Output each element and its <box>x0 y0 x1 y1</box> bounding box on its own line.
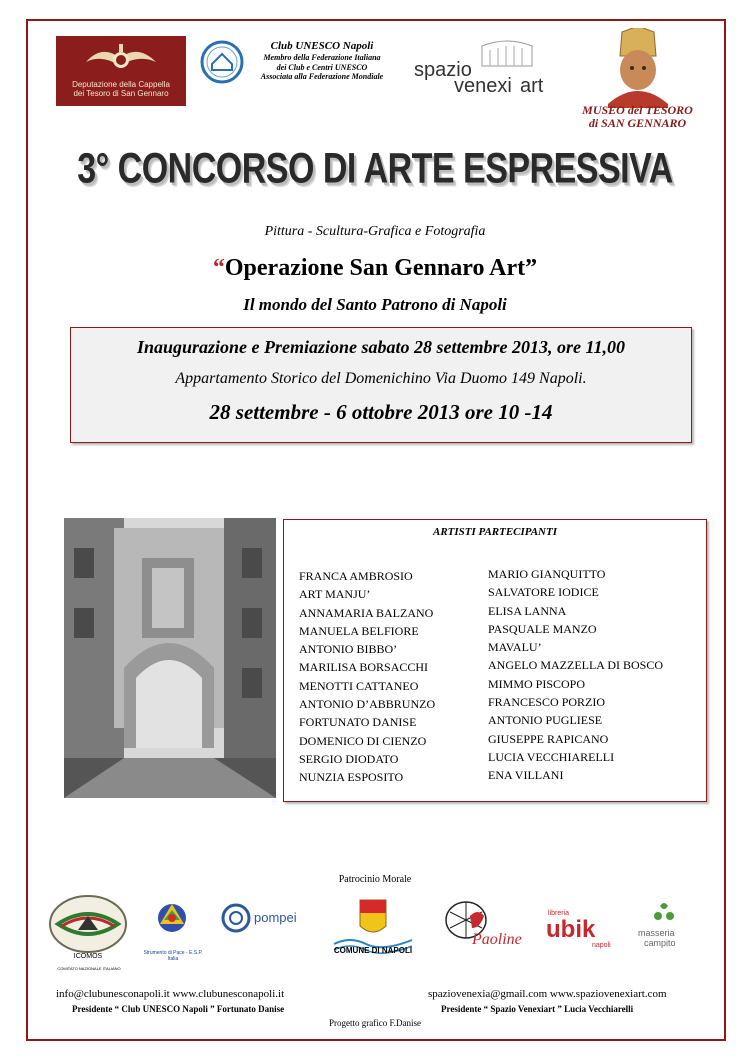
unesco-line2: dei Club e Centri UNESCO <box>276 62 368 72</box>
artists-left-column <box>299 567 435 787</box>
strumento-caption: Strumento di Pace - E.S.P. Italia <box>143 950 203 962</box>
deputazione-line1: Deputazione della Cappella <box>72 80 170 89</box>
right-president: Presidente “ Spazio Venexiart ” Lucia Vecchiarelli <box>441 1004 634 1014</box>
artist-name: FORTUNATO DANISE <box>299 715 417 730</box>
artist-name: SALVATORE IODICE <box>488 585 599 600</box>
artist-name: ART MANJU’ <box>299 587 371 602</box>
artist-name: ANTONIO D’ABBRUNZO <box>299 697 436 712</box>
unesco-text <box>252 40 392 82</box>
operation-title <box>0 255 750 282</box>
patrocinio-label: Patrocinio Morale <box>338 874 412 885</box>
ubik-top-text: libreria <box>548 910 570 917</box>
pompei-text: pompei <box>254 910 297 925</box>
venexi-word1: spazio <box>414 59 472 81</box>
right-contact: spaziovenexia@gmail.com www.spaziovenexiart.com <box>428 988 667 1000</box>
pompei-logo-icon <box>220 900 310 936</box>
icomos-logo-icon <box>48 894 128 954</box>
artist-name: ANGELO MAZZELLA DI BOSCO <box>488 658 663 673</box>
spazio-venexiart-logo <box>412 40 557 100</box>
street-arch-photo <box>64 518 276 798</box>
left-president: Presidente “ Club UNESCO Napoli ” Fortunato Danise <box>72 1004 285 1014</box>
ubik-city-text: napoli <box>592 942 611 949</box>
artist-name: ANNAMARIA BALZANO <box>299 605 434 620</box>
masseria-campito-logo-icon <box>634 902 694 952</box>
artist-name: ELISA LANNA <box>488 603 567 618</box>
unesco-title: Club UNESCO Napoli <box>270 40 374 52</box>
artist-name: ANTONIO BIBBO’ <box>299 642 398 657</box>
artist-name: MIMMO PISCOPO <box>488 676 586 691</box>
unesco-line1: Membro della Federazione Italiana <box>263 53 381 62</box>
ubik-napoli-logo-icon <box>544 905 620 949</box>
museo-line1: MUSEO del TESORO <box>582 103 693 117</box>
venexi-word3: art <box>520 75 544 97</box>
artist-name: GIUSEPPE RAPICANO <box>488 731 609 746</box>
museo-text <box>575 104 700 130</box>
comune-caption: COMUNE DI NAPOLI <box>333 946 413 955</box>
cappella-emblem-icon <box>82 42 160 76</box>
inauguration-line1: Inaugurazione e Premiazione sabato 28 settembre 2013, ore 11,00 <box>136 337 626 357</box>
deputazione-line2: dei Tesoro di San Gennaro <box>73 89 169 98</box>
unesco-logo-icon <box>200 40 244 84</box>
museo-line2: di SAN GENNARO <box>588 116 687 130</box>
deputazione-logo <box>56 36 186 106</box>
artist-name: MAVALU’ <box>488 640 542 655</box>
unesco-line3: Associata alla Federazione Mondiale <box>260 72 384 81</box>
masseria-text1: masseria <box>638 928 675 938</box>
close-quote: ” <box>525 255 538 281</box>
artist-name: SERGIO DIODATO <box>299 751 399 766</box>
artist-name: DOMENICO DI CIENZO <box>299 733 427 748</box>
artist-name: NUNZIA ESPOSITO <box>299 770 404 785</box>
ubik-text: ubik <box>546 916 596 943</box>
venexi-word2: venexi <box>454 75 512 97</box>
left-contact: info@clubunesconapoli.it www.clubunesconapoli.it <box>56 988 285 1000</box>
paoline-logo-icon <box>442 898 522 950</box>
icomos-subcaption: COMITATO NAZIONALE ITALIANO <box>57 966 121 971</box>
artist-name: ANTONIO PUGLIESE <box>488 713 603 728</box>
open-quote: “ <box>212 255 225 281</box>
artist-name: MARILISA BORSACCHI <box>299 660 429 675</box>
artist-name: MANUELA BELFIORE <box>299 623 419 638</box>
main-title: 3° CONCORSO DI ARTE ESPRESSIVA <box>77 145 673 193</box>
operation-name: Operazione San Gennaro Art <box>224 255 526 281</box>
strumento-di-pace-logo-icon <box>142 896 202 950</box>
artist-name: ENA VILLANI <box>488 768 564 783</box>
artist-name: MENOTTI CATTANEO <box>299 678 419 693</box>
icomos-caption: ICOMOS <box>73 953 103 960</box>
operation-subtitle: Il mondo del Santo Patrono di Napoli <box>243 295 507 314</box>
inauguration-dates: 28 settembre - 6 ottobre 2013 ore 10 -14 <box>209 400 553 424</box>
progetto-grafico: Progetto grafico F.Danise <box>328 1018 421 1028</box>
paoline-text: Paoline <box>472 931 522 948</box>
artist-name: LUCIA VECCHIARELLI <box>488 749 615 764</box>
inauguration-address: Appartamento Storico del Domenichino Via Duomo 149 Napoli. <box>175 370 587 387</box>
subtitle: Pittura - Scultura-Grafica e Fotografia <box>264 224 486 239</box>
artist-name: FRANCESCO PORZIO <box>488 695 606 710</box>
artist-name: PASQUALE MANZO <box>488 621 597 636</box>
artist-name: MARIO GIANQUITTO <box>488 567 606 581</box>
artist-name: FRANCA AMBROSIO <box>299 569 413 583</box>
artists-right-column <box>488 565 663 785</box>
masseria-text2: campito <box>644 938 676 948</box>
artists-title: ARTISTI PARTECIPANTI <box>433 526 557 538</box>
